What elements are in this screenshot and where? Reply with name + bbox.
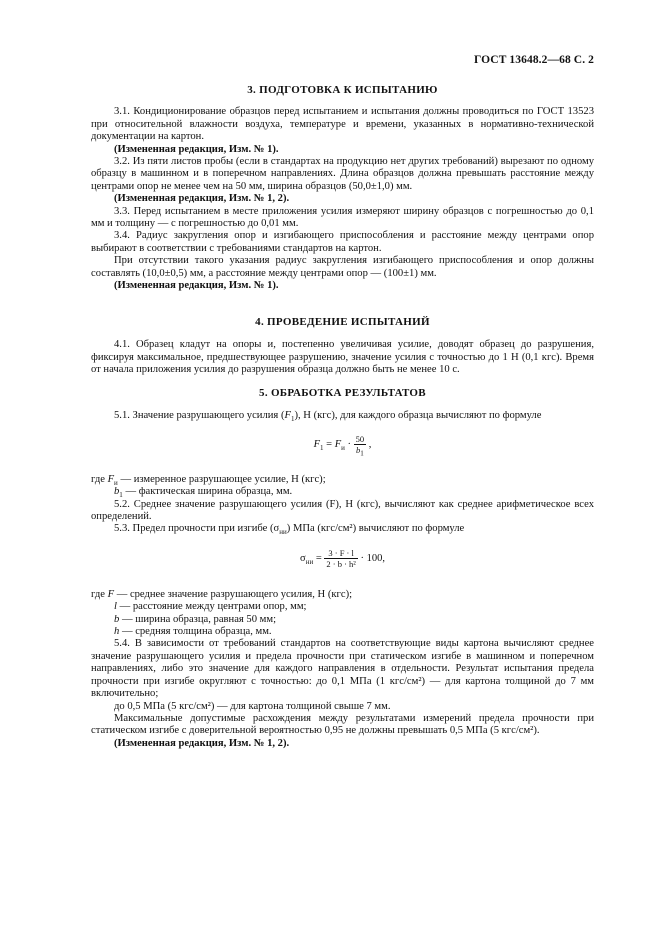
para-3-1: 3.1. Кондиционирование образцов перед испытанием и испытания должны проводиться по ГОСТ 13523 при относительной влажности воздуха, температуре и времени, указанных в нормативно-технической документации на картон. bbox=[91, 106, 594, 143]
section-3 bbox=[91, 84, 594, 293]
para-5-5: Максимальные допустимые расхождения между результатами измерений предела прочности при статическом изгибе с доверительной вероятностью 0,95 не должны превышать 0,5 МПа (5 кгс/см²). bbox=[91, 712, 594, 737]
para-3-2: 3.2. Из пяти листов пробы (если в стандартах на продукцию нет других требований) вырезают по одному образцу в машинном и в поперечном направлениях. Длина образцов должна превышать расстояние между центрами опор не менее чем на 50 мм, ширина образцов (50,0±1,0) мм. bbox=[91, 156, 594, 192]
revision-note: (Измененная редакция, Изм. № 1, 2). bbox=[114, 737, 290, 749]
where-item: b — ширина образца, равная 50 мм; bbox=[114, 613, 277, 625]
section-4-title: 4. ПРОВЕДЕНИЕ ИСПЫТАНИЙ bbox=[255, 316, 430, 328]
formula-force: $F_1 = F_и$ · $\frac{50}{b_1}$ , bbox=[313, 433, 372, 458]
section-3-title: 3. ПОДГОТОВКА К ИСПЫТАНИЮ bbox=[247, 84, 438, 96]
page-header: ГОСТ 13648.2—68 С. 2 bbox=[473, 54, 594, 66]
where-item: h — средняя толщина образца, мм. bbox=[114, 626, 272, 638]
para-5-3: 5.3. Предел прочности при изгибе $(\sigma_{ни})$ МПа (кгс/см²) вычисляют по формуле bbox=[114, 523, 465, 537]
section-5 bbox=[91, 387, 594, 750]
where-item: l — расстояние между центрами опор, мм; bbox=[114, 601, 307, 613]
para-5-2: 5.2. Среднее значение разрушающего усилия (F), Н (кгс), вычисляют как среднее арифметическое всех определений. bbox=[91, 498, 594, 523]
section-5-title: 5. ОБРАБОТКА РЕЗУЛЬТАТОВ bbox=[259, 387, 426, 399]
revision-note: (Измененная редакция, Изм. № 1, 2). bbox=[114, 193, 290, 205]
para-3-4-cont: При отсутствии такого указания радиус закругления изгибающего приспособления и опор должны составлять (10,0±0,5) мм, а расстояние между центрами опор — (100±1) мм. bbox=[91, 255, 594, 279]
section-4 bbox=[91, 316, 594, 377]
para-5-4: 5.4. В зависимости от требований стандартов на соответствующие виды картона вычисляют среднее значение разрушающего усилия и предела прочности при статическом изгибе в машинном и поперечном направлениях, либо это значение для каждого направления в отдельности. Результат испытания предела прочности при изгибе округляют с точностью: до 0,1 МПа (1 кгс/см²) — для картона толщиной до 7 мм включительно; bbox=[91, 638, 594, 700]
formula-strength: $\sigma_{ни}$ = $\frac{3 \cdot F \cdot l}{\text{2 · b · h²}}$ · 100, bbox=[300, 547, 385, 569]
para-5-4-cont: до 0,5 МПа (5 кгс/см²) — для картона толщиной свыше 7 мм. bbox=[114, 700, 391, 712]
where-list-1 bbox=[91, 474, 594, 499]
para-4-1: 4.1. Образец кладут на опоры и, постепенно увеличивая усилие, доводят образец до разрушения, фиксируя максимальное, предшествующее разрушению, значение усилия с точностью до 1 Н (0,1 кгс). Время от начала приложения усилия до разрушения образца должно быть не менее 10 с. bbox=[91, 339, 594, 376]
revision-note: (Измененная редакция, Изм. № 1). bbox=[114, 143, 279, 155]
where-item: $b_1$ — фактическая ширина образца, мм. bbox=[114, 486, 293, 500]
revision-note: (Измененная редакция, Изм. № 1). bbox=[114, 280, 279, 292]
where-item: где $F_и$ — измеренное разрушающее усилие, Н (кгс); bbox=[91, 473, 326, 487]
para-5-1: 5.1. Значение разрушающего усилия $(F_1)$, Н (кгс), для каждого образца вычисляют по формуле bbox=[114, 410, 542, 424]
para-3-4: 3.4. Радиус закругления опор и изгибающего приспособления и расстояние между центрами опор выбирают в соответствии с требованиями стандартов на картон. bbox=[91, 230, 594, 254]
where-item: где F — среднее значение разрушающего усилия, Н (кгс); bbox=[91, 588, 353, 600]
para-3-3: 3.3. Перед испытанием в месте приложения усилия измеряют ширину образцов с погрешностью до 0,1 мм и толщину — с погрешностью до 0,01 мм. bbox=[91, 205, 594, 230]
where-list-2 bbox=[91, 589, 594, 639]
